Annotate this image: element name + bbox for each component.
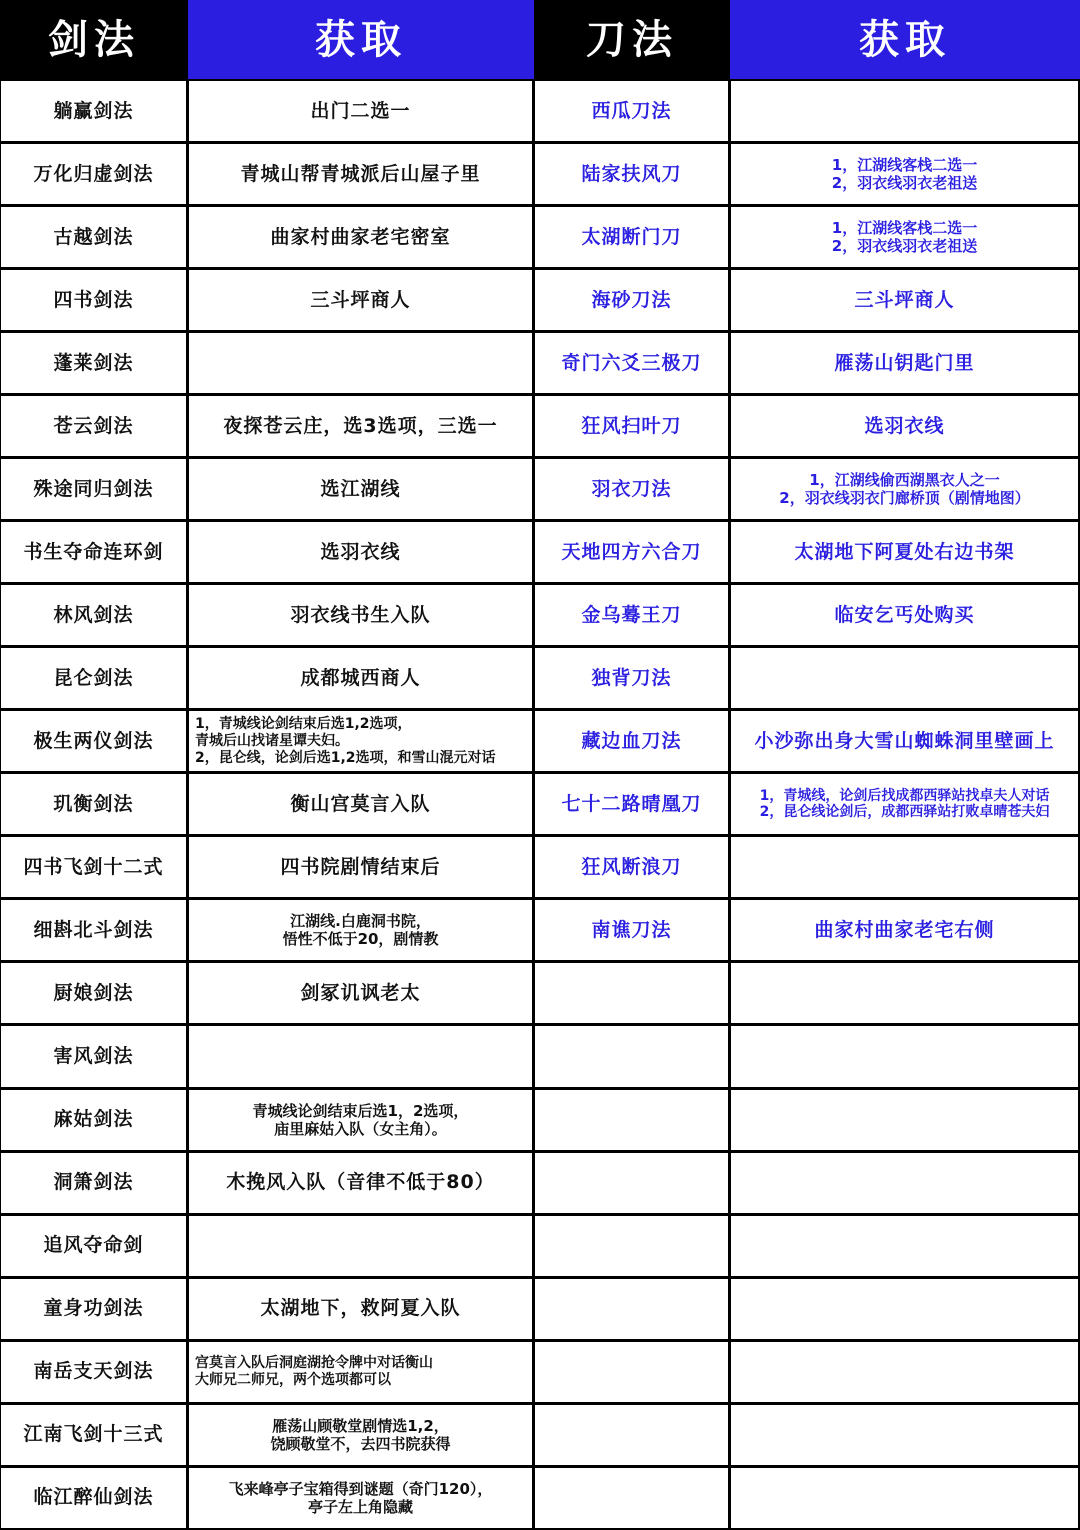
blade-method-cell — [533, 1214, 730, 1278]
sword-method-cell: 四书飞剑十二式 — [0, 835, 188, 899]
sword-source-cell: 出门二选一 — [187, 79, 534, 143]
sword-source-cell: 剑冢讥讽老太 — [187, 961, 534, 1025]
sword-method-cell: 临江醉仙剑法 — [0, 1466, 188, 1530]
blade-source-cell: 1，江湖线客栈二选一 2，羽衣线羽衣老祖送 — [729, 142, 1080, 206]
blade-source-cell — [729, 1403, 1080, 1467]
header-blade-source: 获取 — [730, 0, 1080, 80]
sword-source-cell: 三斗坪商人 — [187, 268, 534, 332]
sword-source-cell: 夜探苍云庄，选3选项，三选一 — [187, 394, 534, 458]
blade-method-cell: 羽衣刀法 — [533, 457, 730, 521]
blade-method-cell: 狂风断浪刀 — [533, 835, 730, 899]
sword-source-cell — [187, 331, 534, 395]
sword-method-cell: 童身功剑法 — [0, 1277, 188, 1341]
sword-method-cell: 麻姑剑法 — [0, 1088, 188, 1152]
blade-source-cell — [729, 79, 1080, 143]
blade-source-cell — [729, 646, 1080, 710]
blade-method-cell — [533, 1466, 730, 1530]
blade-method-cell — [533, 1151, 730, 1215]
blade-source-cell — [729, 835, 1080, 899]
blade-method-cell — [533, 1403, 730, 1467]
sword-source-cell — [187, 1024, 534, 1088]
blade-source-cell — [729, 1214, 1080, 1278]
blade-source-cell: 小沙弥出身大雪山蜘蛛洞里壁画上 — [729, 709, 1080, 773]
blade-source-cell — [729, 1277, 1080, 1341]
sword-method-cell: 厨娘剑法 — [0, 961, 188, 1025]
blade-source-cell — [729, 961, 1080, 1025]
blade-method-cell: 海砂刀法 — [533, 268, 730, 332]
blade-source-cell — [729, 1024, 1080, 1088]
blade-source-cell: 1，江湖线偷西湖黑衣人之一 2，羽衣线羽衣门廊桥顶（剧情地图） — [729, 457, 1080, 521]
blade-source-cell: 临安乞丐处购买 — [729, 583, 1080, 647]
sword-source-cell: 飞来峰亭子宝箱得到谜题（奇门120）， 亭子左上角隐藏 — [187, 1466, 534, 1530]
sword-method-cell: 细斟北斗剑法 — [0, 898, 188, 962]
header-sword-source: 获取 — [188, 0, 534, 80]
blade-source-cell: 选羽衣线 — [729, 394, 1080, 458]
sword-source-cell: 选江湖线 — [187, 457, 534, 521]
sword-method-cell: 追风夺命剑 — [0, 1214, 188, 1278]
sword-source-cell: 青城山帮青城派后山屋子里 — [187, 142, 534, 206]
blade-method-cell: 藏边血刀法 — [533, 709, 730, 773]
sword-method-cell: 殊途同归剑法 — [0, 457, 188, 521]
blade-method-cell: 太湖断门刀 — [533, 205, 730, 269]
blade-method-cell: 南谯刀法 — [533, 898, 730, 962]
sword-method-cell: 苍云剑法 — [0, 394, 188, 458]
sword-source-cell — [187, 1214, 534, 1278]
sword-method-cell: 林风剑法 — [0, 583, 188, 647]
blade-method-cell — [533, 1340, 730, 1404]
blade-source-cell — [729, 1151, 1080, 1215]
sword-method-cell: 江南飞剑十三式 — [0, 1403, 188, 1467]
blade-method-cell: 奇门六爻三极刀 — [533, 331, 730, 395]
sword-method-cell: 蓬莱剑法 — [0, 331, 188, 395]
blade-method-cell — [533, 1024, 730, 1088]
blade-source-cell: 曲家村曲家老宅右侧 — [729, 898, 1080, 962]
header-sword-method: 剑法 — [0, 0, 188, 80]
sword-source-cell: 宫莫言入队后洞庭湖抢令牌中对话衡山 大师兄二师兄，两个选项都可以 — [187, 1340, 534, 1404]
blade-source-cell: 1，青城线，论剑后找成都西驿站找卓夫人对话 2，昆仑线论剑后，成都西驿站打败卓晴苍夫妇 — [729, 772, 1080, 836]
blade-source-cell — [729, 1340, 1080, 1404]
blade-method-cell: 狂风扫叶刀 — [533, 394, 730, 458]
blade-method-cell: 独背刀法 — [533, 646, 730, 710]
sword-source-cell: 羽衣线书生入队 — [187, 583, 534, 647]
blade-source-cell — [729, 1088, 1080, 1152]
blade-source-cell: 三斗坪商人 — [729, 268, 1080, 332]
sword-method-cell: 极生两仪剑法 — [0, 709, 188, 773]
sword-method-cell: 四书剑法 — [0, 268, 188, 332]
sword-source-cell: 太湖地下，救阿夏入队 — [187, 1277, 534, 1341]
sword-source-cell: 雁荡山顾敬堂剧情选1,2， 饶顾敬堂不，去四书院获得 — [187, 1403, 534, 1467]
blade-method-cell — [533, 1088, 730, 1152]
blade-method-cell: 西瓜刀法 — [533, 79, 730, 143]
sword-source-cell: 曲家村曲家老宅密室 — [187, 205, 534, 269]
sword-source-cell: 江湖线.白鹿洞书院， 悟性不低于20，剧情教 — [187, 898, 534, 962]
sword-method-cell: 洞箫剑法 — [0, 1151, 188, 1215]
blade-source-cell: 1，江湖线客栈二选一 2，羽衣线羽衣老祖送 — [729, 205, 1080, 269]
sword-method-cell: 害风剑法 — [0, 1024, 188, 1088]
blade-method-cell: 陆家扶风刀 — [533, 142, 730, 206]
sword-method-cell: 昆仑剑法 — [0, 646, 188, 710]
sword-source-cell: 1，青城线论剑结束后选1,2选项， 青城后山找诸星谭夫妇。 2，昆仑线，论剑后选1,2选项，和雪山混元对话 — [187, 709, 534, 773]
sword-method-cell: 古越剑法 — [0, 205, 188, 269]
sword-method-cell: 玑衡剑法 — [0, 772, 188, 836]
sword-method-cell: 南岳支天剑法 — [0, 1340, 188, 1404]
sword-source-cell: 成都城西商人 — [187, 646, 534, 710]
blade-method-cell: 金乌蓦王刀 — [533, 583, 730, 647]
sword-method-cell: 躺赢剑法 — [0, 79, 188, 143]
blade-method-cell: 七十二路晴凰刀 — [533, 772, 730, 836]
sword-source-cell: 衡山宫莫言入队 — [187, 772, 534, 836]
sword-method-cell: 万化归虚剑法 — [0, 142, 188, 206]
sword-source-cell: 青城线论剑结束后选1，2选项， 庙里麻姑入队（女主角）。 — [187, 1088, 534, 1152]
blade-source-cell: 太湖地下阿夏处右边书架 — [729, 520, 1080, 584]
blade-source-cell: 雁荡山钥匙门里 — [729, 331, 1080, 395]
header-blade-method: 刀法 — [534, 0, 730, 80]
blade-source-cell — [729, 1466, 1080, 1530]
blade-method-cell: 天地四方六合刀 — [533, 520, 730, 584]
sword-method-cell: 书生夺命连环剑 — [0, 520, 188, 584]
blade-method-cell — [533, 1277, 730, 1341]
blade-method-cell — [533, 961, 730, 1025]
sword-source-cell: 木挽风入队（音律不低于80） — [187, 1151, 534, 1215]
sword-source-cell: 四书院剧情结束后 — [187, 835, 534, 899]
sword-source-cell: 选羽衣线 — [187, 520, 534, 584]
